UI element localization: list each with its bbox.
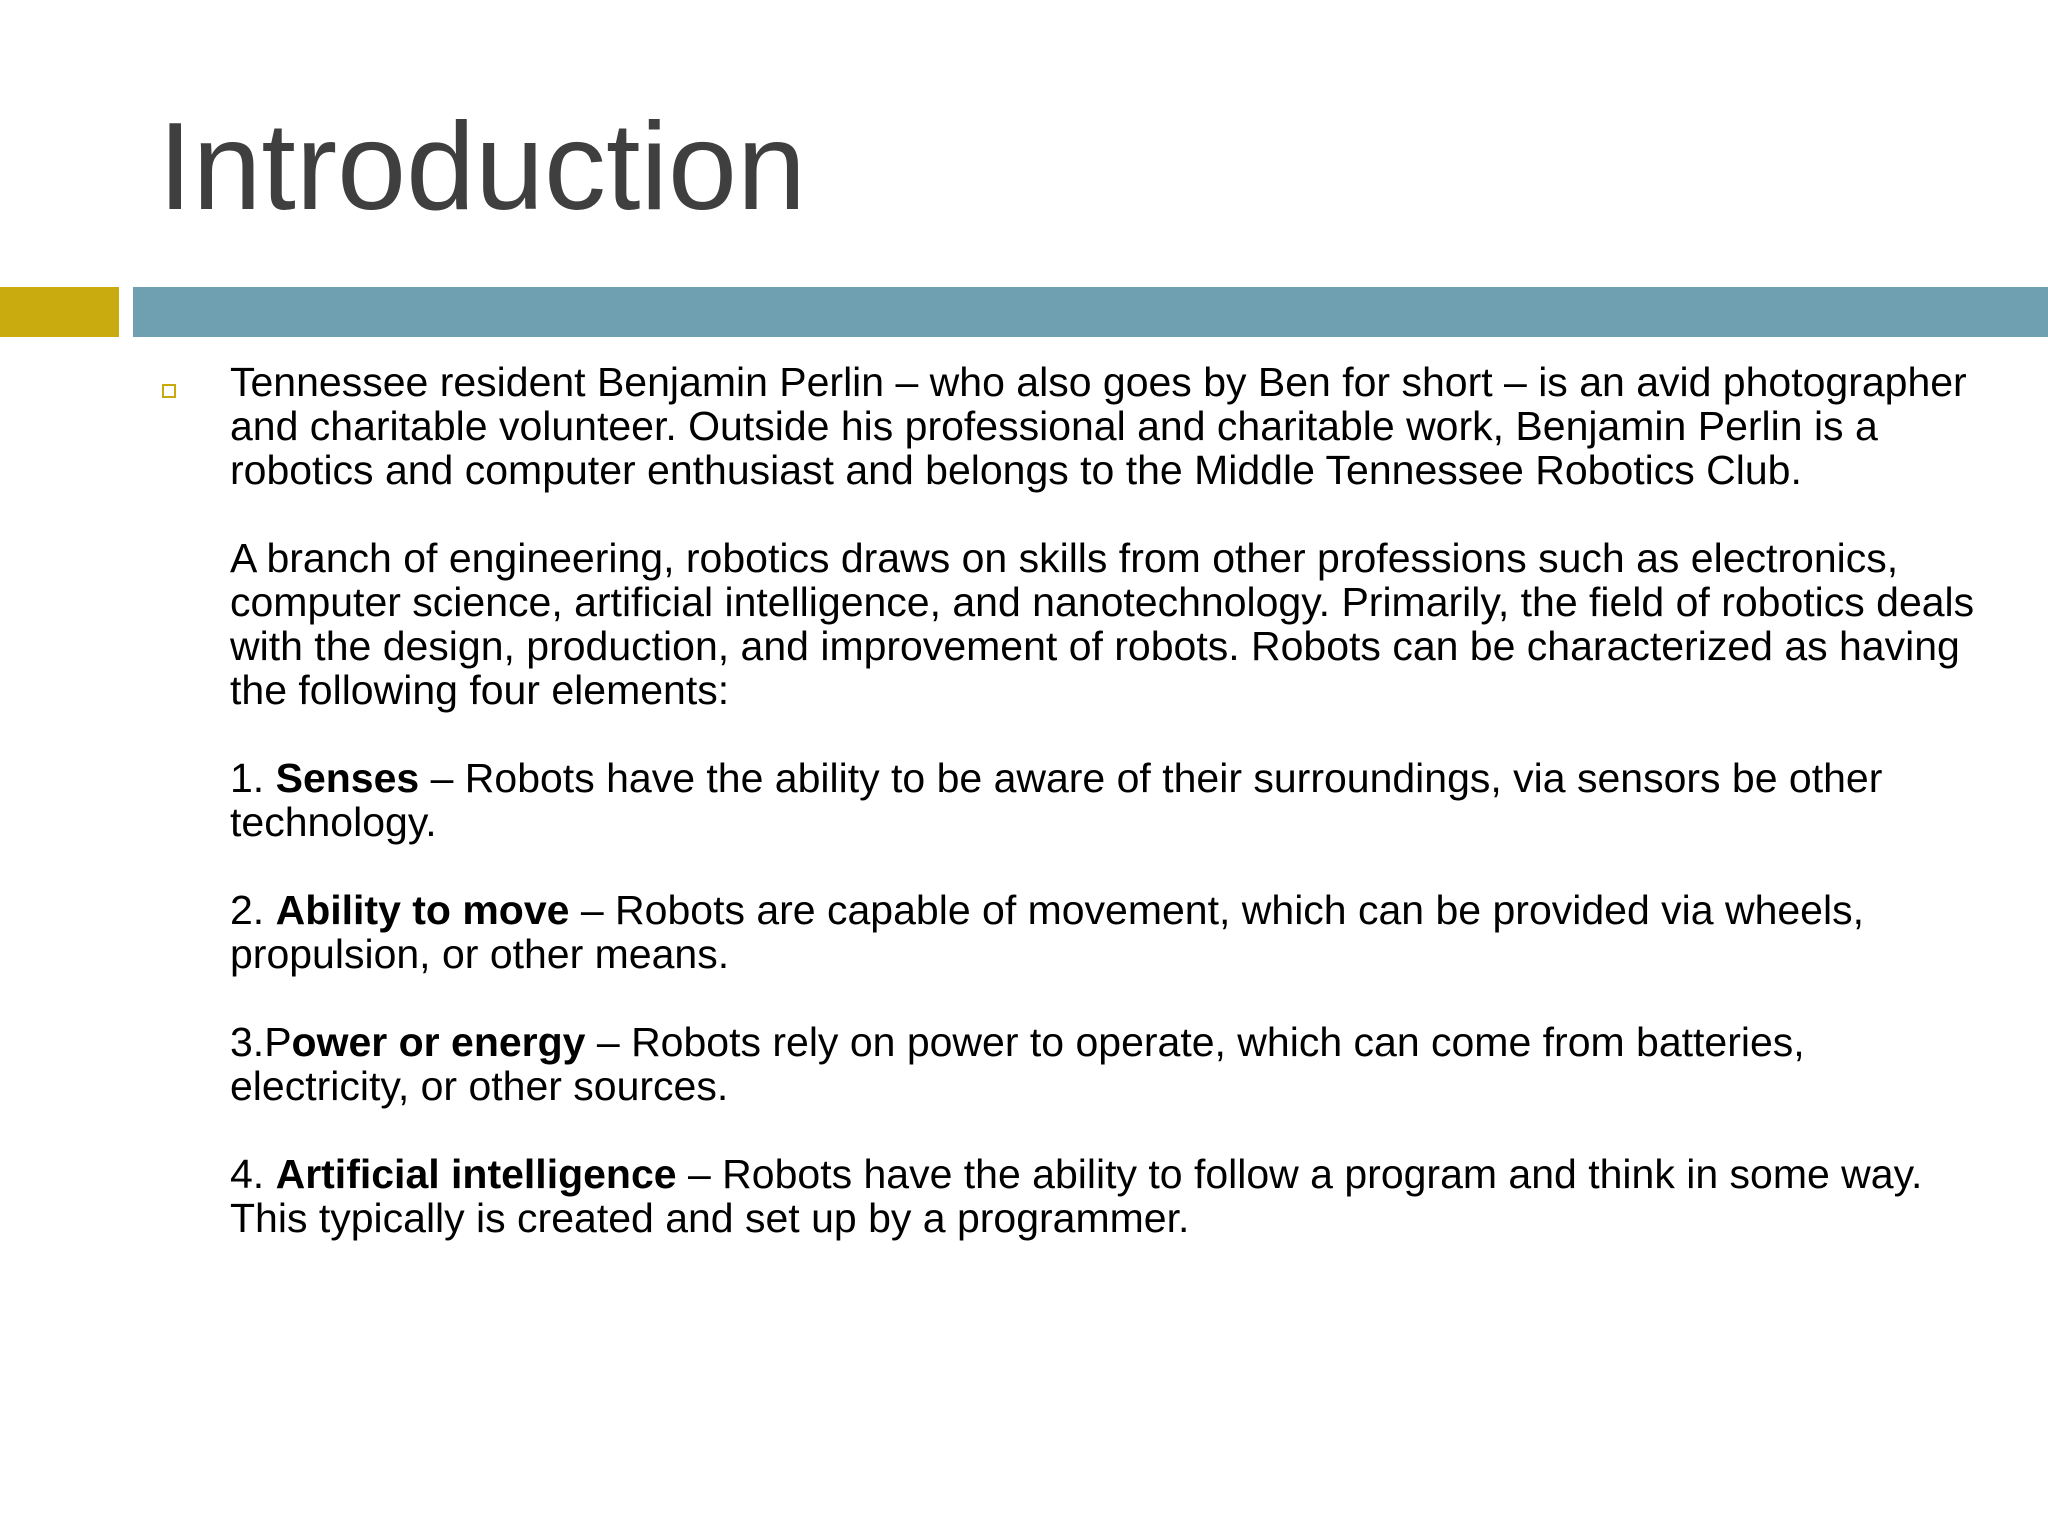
element-description: – Robots rely on power to operate, which can come from batteries, electricity, or other sources.	[230, 1019, 1805, 1109]
robotics-paragraph: A branch of engineering, robotics draws on skills from other professions such as electronics, computer science, artificial intelligence, and nanotechnology. Primarily, the field of robotics deals with the design, production, and improvement of robots. Robots can be characterized as having the following four elements:	[230, 535, 1975, 713]
intro-paragraph: Tennessee resident Benjamin Perlin – who also goes by Ben for short – is an avid photographer and charitable volunteer. Outside his professional and charitable work, Benjamin Perlin is a robotics and computer enthusiast and belongs to the Middle Tennessee Robotics Club.	[230, 359, 1967, 493]
element-item-artificial-intelligence	[230, 1152, 1990, 1240]
slide-title: Introduction	[158, 98, 806, 236]
element-item-ability-to-move	[230, 888, 1990, 976]
element-number: 2.	[230, 887, 276, 933]
element-description: – Robots have the ability to be aware of their surroundings, via sensors be other technology.	[230, 755, 1883, 845]
element-description: – Robots are capable of movement, which can be provided via wheels, propulsion, or other means.	[230, 887, 1864, 977]
element-term: Senses	[275, 755, 420, 801]
element-description: – Robots have the ability to follow a program and think in some way. This typically is created and set up by a programmer.	[230, 1151, 1923, 1241]
element-number: 3.P	[230, 1019, 292, 1065]
element-number: 4.	[230, 1151, 276, 1197]
element-item-power-or-energy	[230, 1020, 1990, 1108]
element-number: 1.	[230, 755, 276, 801]
element-term: Ability to move	[275, 887, 570, 933]
bullet-body	[230, 360, 1990, 1284]
accent-bar-gold	[0, 287, 119, 337]
element-item-senses	[230, 756, 1990, 844]
element-term: Artificial intelligence	[275, 1151, 677, 1197]
element-term: ower or energy	[291, 1019, 586, 1065]
hollow-square-bullet-icon	[162, 384, 176, 398]
accent-bar-blue	[133, 287, 2048, 337]
